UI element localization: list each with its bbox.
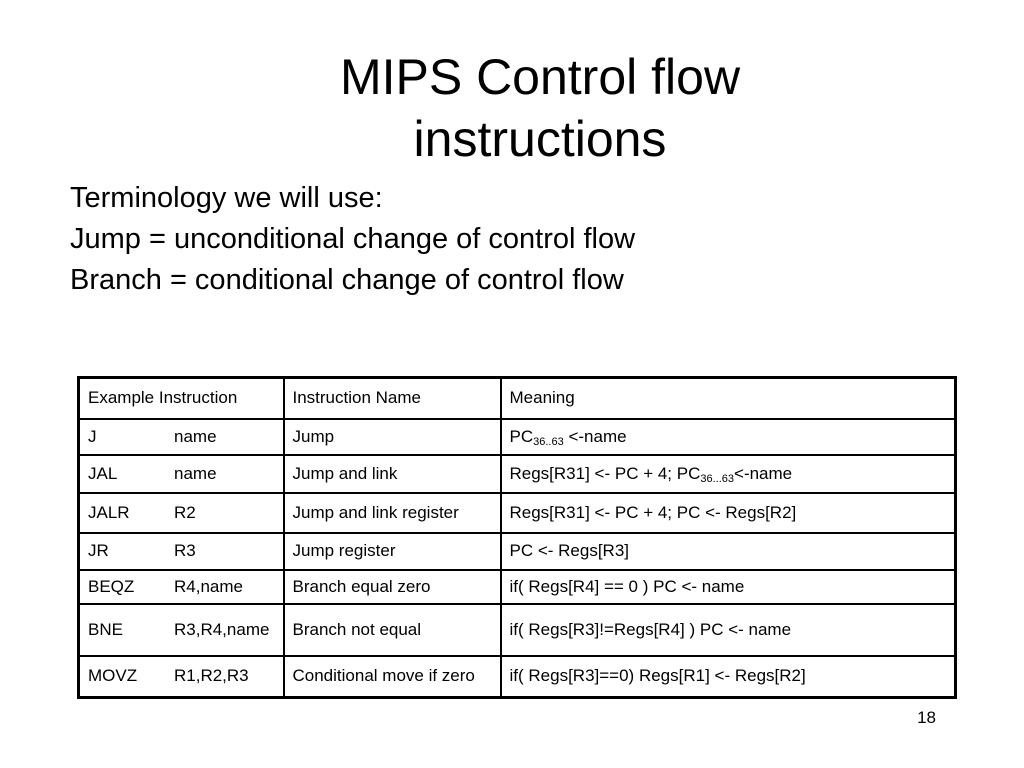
opcode: BEQZ [88, 576, 135, 596]
operands: R3,R4,name [174, 619, 270, 639]
table-row [79, 493, 956, 533]
table-row [79, 570, 956, 604]
operands: name [174, 463, 217, 483]
meaning-text: Regs[R31] <- PC + 4; PC <- Regs[R2] [509, 502, 797, 522]
meaning-cell [501, 493, 956, 533]
terminology-jump-definition: Jump = unconditional change of control flow [70, 223, 636, 255]
meaning-text: Regs[R31] <- PC + 4; PC [509, 463, 701, 483]
example-instruction-cell [79, 604, 284, 656]
slide-title-line-1: MIPS Control flow [339, 49, 741, 105]
instruction-name-cell: Jump and link [284, 455, 501, 493]
instruction-name-cell: Branch not equal [284, 604, 501, 656]
terminology-heading: Terminology we will use: [70, 182, 383, 214]
example-instruction-cell [79, 656, 284, 698]
example-instruction-cell [79, 455, 284, 493]
meaning-text: if( Regs[R3]!=Regs[R4] ) PC <- name [509, 619, 792, 639]
meaning-cell [501, 533, 956, 570]
table-row [79, 455, 956, 493]
meaning-text: if( Regs[R4] == 0 ) PC <- name [509, 576, 745, 596]
table-body [79, 419, 956, 698]
opcode: BNE [88, 619, 123, 639]
table-header-row [79, 378, 956, 419]
operands: R2 [174, 502, 196, 522]
terminology-list [70, 178, 635, 301]
table-row [79, 604, 956, 656]
meaning-cell [501, 455, 956, 493]
slide-title-line-2: instructions [413, 111, 667, 167]
table-row [79, 419, 956, 455]
slide-title [300, 46, 780, 170]
instruction-name-cell: Branch equal zero [284, 570, 501, 604]
opcode: JR [88, 541, 109, 560]
example-instruction-cell [79, 419, 284, 455]
opcode: J [88, 426, 97, 446]
opcode: MOVZ [88, 666, 138, 686]
meaning-text: PC <- Regs[R3] [509, 541, 630, 560]
page-number: 18 [917, 708, 936, 727]
meaning-text: <-name [563, 426, 627, 446]
meaning-cell [501, 604, 956, 656]
instruction-table [77, 376, 957, 699]
example-instruction-cell [79, 493, 284, 533]
operands: name [174, 426, 217, 446]
header-meaning: Meaning [501, 378, 956, 419]
meaning-text: PC [509, 426, 534, 446]
operands: R4,name [174, 576, 243, 596]
meaning-text: <-name [734, 463, 793, 483]
instruction-name-cell: Conditional move if zero [284, 656, 501, 698]
opcode: JAL [88, 463, 118, 483]
example-instruction-cell [79, 533, 284, 570]
table-row [79, 533, 956, 570]
header-example-instruction: Example Instruction [79, 378, 284, 419]
meaning-cell [501, 570, 956, 604]
meaning-cell [501, 656, 956, 698]
instruction-name-cell: Jump register [284, 533, 501, 570]
header-instruction-name: Instruction Name [284, 378, 501, 419]
meaning-text: if( Regs[R3]==0) Regs[R1] <- Regs[R2] [509, 666, 806, 686]
instruction-name-cell: Jump [284, 419, 501, 455]
terminology-branch-definition: Branch = conditional change of control flow [70, 264, 624, 296]
operands: R3 [174, 541, 196, 560]
meaning-subscript: 36...63 [700, 472, 735, 485]
meaning-cell [501, 419, 956, 455]
meaning-subscript: 36..63 [533, 435, 564, 448]
table-row [79, 656, 956, 698]
example-instruction-cell [79, 570, 284, 604]
instruction-name-cell: Jump and link register [284, 493, 501, 533]
opcode: JALR [88, 502, 130, 522]
operands: R1,R2,R3 [174, 666, 249, 686]
